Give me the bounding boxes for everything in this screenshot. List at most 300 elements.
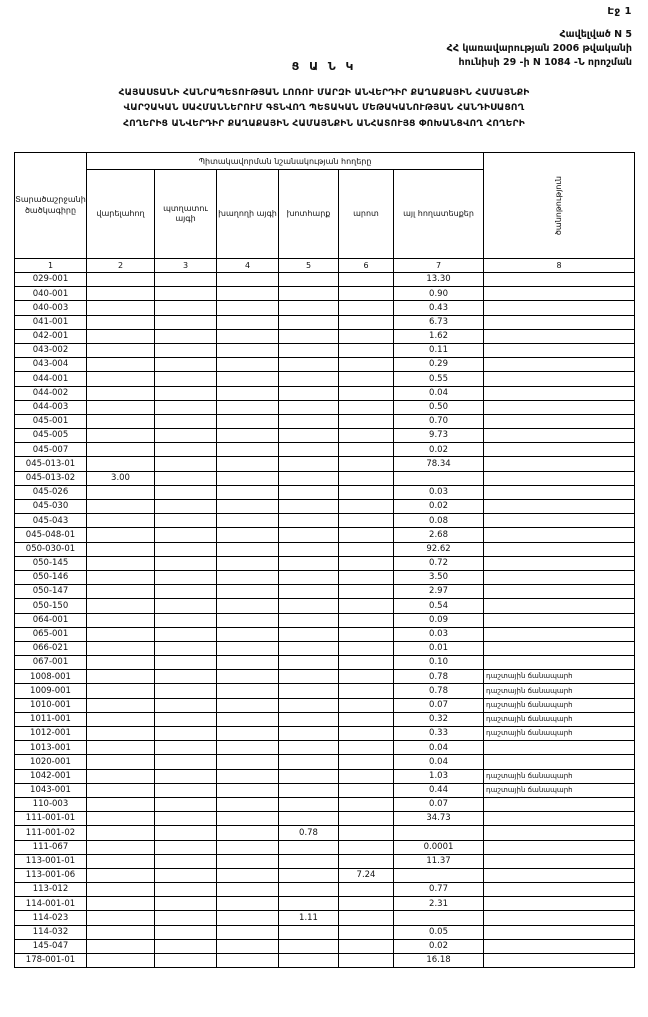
cell-pasture (339, 514, 394, 528)
table-row (15, 911, 635, 925)
cell-vineyard (217, 954, 279, 968)
table-row (15, 343, 635, 357)
cell-hayfield (279, 769, 339, 783)
cell-vineyard (217, 528, 279, 542)
cell-arable (87, 485, 155, 499)
cell-note (484, 599, 635, 613)
table-row (15, 514, 635, 528)
table-row (15, 812, 635, 826)
cell-arable (87, 840, 155, 854)
cell-note (484, 627, 635, 641)
cell-orchard (155, 656, 217, 670)
cell-other: 0.32 (394, 712, 484, 726)
cell-orchard (155, 372, 217, 386)
cell-hayfield (279, 613, 339, 627)
cell-region-code: 064-001 (15, 613, 87, 627)
cell-arable (87, 613, 155, 627)
cell-note: դաշտային ճանապարհ (484, 684, 635, 698)
cell-pasture (339, 684, 394, 698)
cell-pasture (339, 727, 394, 741)
cell-orchard (155, 868, 217, 882)
cell-region-code: 050-145 (15, 556, 87, 570)
cell-hayfield (279, 698, 339, 712)
cell-vineyard (217, 485, 279, 499)
cell-pasture (339, 429, 394, 443)
cell-arable (87, 443, 155, 457)
cell-region-code: 113-001-01 (15, 854, 87, 868)
table-row (15, 542, 635, 556)
cell-vineyard (217, 500, 279, 514)
table-body (15, 273, 635, 968)
cell-orchard (155, 585, 217, 599)
cell-other: 0.50 (394, 400, 484, 414)
cell-pasture (339, 741, 394, 755)
table-row (15, 954, 635, 968)
column-number-1: 1 (15, 259, 87, 273)
cell-other: 0.09 (394, 613, 484, 627)
cell-vineyard (217, 471, 279, 485)
cell-note (484, 570, 635, 584)
cell-arable (87, 868, 155, 882)
cell-pasture (339, 599, 394, 613)
cell-arable (87, 273, 155, 287)
cell-note (484, 755, 635, 769)
column-header-note-label: ծանոթություն (554, 175, 564, 236)
cell-orchard (155, 641, 217, 655)
table-row (15, 783, 635, 797)
cell-other: 0.01 (394, 641, 484, 655)
title-line-3: ՀՈՂԵՐԻՑ ԱՆՎԵՐԴԻՐ ՔԱՂԱՔԱՅԻՆ ՀԱՄԱՅՆՔԻՆ ԱՆՀԱՏՈՒՅՑ ՓՈԽԱՆՑՎՈՂ ՀՈՂԵՐԻ (123, 118, 525, 129)
cell-hayfield (279, 897, 339, 911)
cell-orchard (155, 769, 217, 783)
cell-other: 0.78 (394, 670, 484, 684)
cell-orchard (155, 840, 217, 854)
cell-vineyard (217, 727, 279, 741)
column-number-2: 2 (87, 259, 155, 273)
cell-hayfield (279, 854, 339, 868)
cell-hayfield (279, 329, 339, 343)
column-number-row (15, 259, 635, 273)
cell-vineyard (217, 868, 279, 882)
cell-hayfield (279, 570, 339, 584)
cell-pasture (339, 315, 394, 329)
cell-other: 0.29 (394, 358, 484, 372)
cell-note (484, 343, 635, 357)
cell-region-code: 040-003 (15, 301, 87, 315)
cell-note (484, 585, 635, 599)
cell-hayfield (279, 656, 339, 670)
document-kind: Ց Ա Ն Կ (291, 60, 357, 73)
cell-note (484, 485, 635, 499)
cell-region-code: 1011-001 (15, 712, 87, 726)
cell-other: 1.03 (394, 769, 484, 783)
cell-region-code: 050-150 (15, 599, 87, 613)
cell-region-code: 110-003 (15, 797, 87, 811)
cell-other (394, 911, 484, 925)
title-line-1: ՀԱՅԱՍՏԱՆԻ ՀԱՆՐԱՊԵՏՈՒԹՅԱՆ ԼՈՌՈՒ ՄԱՐԶԻ ԱՆՎԵՐԴԻՐ ՔԱՂԱՔԱՅԻՆ ՀԱՄԱՅՆՔԻ (118, 88, 530, 98)
cell-other: 16.18 (394, 954, 484, 968)
cell-pasture (339, 656, 394, 670)
cell-note (484, 925, 635, 939)
cell-orchard (155, 897, 217, 911)
cell-region-code: 111-001-02 (15, 826, 87, 840)
cell-hayfield (279, 939, 339, 953)
cell-arable (87, 500, 155, 514)
cell-hayfield (279, 684, 339, 698)
cell-arable (87, 727, 155, 741)
cell-region-code: 114-023 (15, 911, 87, 925)
cell-note (484, 500, 635, 514)
cell-note (484, 797, 635, 811)
cell-hayfield (279, 372, 339, 386)
cell-pasture (339, 585, 394, 599)
cell-arable (87, 556, 155, 570)
cell-other: 0.0001 (394, 840, 484, 854)
cell-hayfield (279, 585, 339, 599)
cell-note: դաշտային ճանապարհ (484, 727, 635, 741)
table-row (15, 769, 635, 783)
cell-pasture (339, 755, 394, 769)
cell-orchard (155, 358, 217, 372)
cell-arable (87, 755, 155, 769)
cell-hayfield (279, 641, 339, 655)
cell-note (484, 840, 635, 854)
cell-vineyard (217, 826, 279, 840)
table-row (15, 797, 635, 811)
cell-note (484, 883, 635, 897)
cell-arable (87, 528, 155, 542)
cell-note (484, 939, 635, 953)
cell-note: դաշտային ճանապարհ (484, 712, 635, 726)
cell-vineyard (217, 656, 279, 670)
cell-arable (87, 670, 155, 684)
cell-other: 13.30 (394, 273, 484, 287)
cell-hayfield (279, 670, 339, 684)
cell-hayfield (279, 471, 339, 485)
cell-arable (87, 812, 155, 826)
reference-line-1: Հավելված N 5 (559, 29, 632, 40)
cell-orchard (155, 727, 217, 741)
cell-arable (87, 514, 155, 528)
cell-arable (87, 542, 155, 556)
cell-region-code: 065-001 (15, 627, 87, 641)
cell-other: 92.62 (394, 542, 484, 556)
cell-pasture (339, 712, 394, 726)
cell-hayfield (279, 840, 339, 854)
cell-note (484, 329, 635, 343)
cell-vineyard (217, 542, 279, 556)
cell-hayfield (279, 542, 339, 556)
cell-orchard (155, 741, 217, 755)
title-line-2: ՎԱՐՉԱԿԱՆ ՍԱՀՄԱՆՆԵՐՈՒՄ ԳՏՆՎՈՂ ՊԵՏԱԿԱՆ ՄԵԹԱԿԱՆՈՒԹՅԱՆ ՀԱՆԴԻՍԱՑՈՂ (123, 103, 525, 114)
reference-line-2: ՀՀ կառավարության 2006 թվականի (446, 42, 632, 54)
table-row (15, 755, 635, 769)
cell-pasture (339, 358, 394, 372)
cell-pasture (339, 939, 394, 953)
cell-arable (87, 570, 155, 584)
cell-pasture (339, 840, 394, 854)
cell-pasture (339, 528, 394, 542)
column-number-5: 5 (279, 259, 339, 273)
table-row (15, 273, 635, 287)
cell-other: 0.72 (394, 556, 484, 570)
cell-other: 2.97 (394, 585, 484, 599)
cell-pasture (339, 812, 394, 826)
cell-orchard (155, 670, 217, 684)
cell-other: 0.08 (394, 514, 484, 528)
cell-pasture (339, 386, 394, 400)
table-row (15, 627, 635, 641)
cell-hayfield: 0.78 (279, 826, 339, 840)
column-group-header: Պիտակավորման նշանակության հողերը (87, 153, 484, 170)
cell-vineyard (217, 400, 279, 414)
cell-vineyard (217, 599, 279, 613)
table-row (15, 372, 635, 386)
cell-arable (87, 400, 155, 414)
cell-vineyard (217, 315, 279, 329)
cell-hayfield (279, 315, 339, 329)
cell-pasture (339, 627, 394, 641)
cell-pasture (339, 911, 394, 925)
cell-orchard (155, 698, 217, 712)
cell-pasture (339, 485, 394, 499)
cell-pasture (339, 883, 394, 897)
cell-hayfield (279, 414, 339, 428)
cell-other: 0.05 (394, 925, 484, 939)
cell-orchard (155, 854, 217, 868)
cell-hayfield (279, 712, 339, 726)
cell-region-code: 067-001 (15, 656, 87, 670)
table-row (15, 400, 635, 414)
cell-other: 0.77 (394, 883, 484, 897)
cell-orchard (155, 712, 217, 726)
cell-note (484, 868, 635, 882)
cell-note (484, 911, 635, 925)
cell-region-code: 040-001 (15, 287, 87, 301)
cell-region-code: 1010-001 (15, 698, 87, 712)
cell-vineyard (217, 514, 279, 528)
cell-pasture (339, 500, 394, 514)
cell-hayfield (279, 599, 339, 613)
cell-arable (87, 698, 155, 712)
column-number-4: 4 (217, 259, 279, 273)
column-number-6: 6 (339, 259, 394, 273)
cell-pasture (339, 897, 394, 911)
cell-note (484, 514, 635, 528)
cell-other (394, 471, 484, 485)
cell-vineyard (217, 627, 279, 641)
cell-note: դաշտային ճանապարհ (484, 698, 635, 712)
cell-orchard (155, 528, 217, 542)
column-header-arable: վարելահող (87, 170, 155, 259)
cell-pasture (339, 287, 394, 301)
cell-orchard (155, 386, 217, 400)
cell-other: 2.68 (394, 528, 484, 542)
cell-hayfield (279, 528, 339, 542)
cell-pasture (339, 273, 394, 287)
cell-note (484, 542, 635, 556)
cell-orchard (155, 329, 217, 343)
table-row (15, 358, 635, 372)
cell-region-code: 111-067 (15, 840, 87, 854)
cell-vineyard (217, 329, 279, 343)
cell-orchard (155, 939, 217, 953)
cell-other: 0.55 (394, 372, 484, 386)
table-row (15, 613, 635, 627)
cell-region-code: 1020-001 (15, 755, 87, 769)
cell-other: 0.04 (394, 741, 484, 755)
table-row (15, 939, 635, 953)
cell-region-code: 114-032 (15, 925, 87, 939)
table-row (15, 329, 635, 343)
cell-note (484, 414, 635, 428)
cell-hayfield (279, 797, 339, 811)
cell-arable (87, 627, 155, 641)
cell-note (484, 556, 635, 570)
cell-pasture (339, 698, 394, 712)
cell-pasture (339, 301, 394, 315)
cell-arable (87, 301, 155, 315)
table-row (15, 556, 635, 570)
cell-orchard (155, 500, 217, 514)
cell-note (484, 812, 635, 826)
cell-region-code: 045-005 (15, 429, 87, 443)
cell-other: 0.44 (394, 783, 484, 797)
cell-vineyard (217, 386, 279, 400)
cell-pasture (339, 925, 394, 939)
cell-pasture (339, 542, 394, 556)
table-row (15, 585, 635, 599)
cell-pasture: 7.24 (339, 868, 394, 882)
cell-vineyard (217, 854, 279, 868)
cell-pasture (339, 457, 394, 471)
table-row (15, 429, 635, 443)
cell-note (484, 429, 635, 443)
cell-note (484, 400, 635, 414)
cell-other: 0.02 (394, 939, 484, 953)
table-row (15, 925, 635, 939)
cell-orchard (155, 954, 217, 968)
cell-orchard (155, 414, 217, 428)
cell-orchard (155, 570, 217, 584)
table-header (15, 153, 635, 273)
cell-pasture (339, 400, 394, 414)
cell-pasture (339, 570, 394, 584)
cell-region-code: 029-001 (15, 273, 87, 287)
cell-hayfield (279, 812, 339, 826)
cell-note (484, 641, 635, 655)
cell-orchard (155, 315, 217, 329)
cell-region-code: 045-013-02 (15, 471, 87, 485)
cell-region-code: 042-001 (15, 329, 87, 343)
cell-note (484, 358, 635, 372)
cell-arable (87, 358, 155, 372)
cell-pasture (339, 797, 394, 811)
cell-region-code: 050-146 (15, 570, 87, 584)
cell-note (484, 613, 635, 627)
cell-region-code: 044-002 (15, 386, 87, 400)
cell-hayfield (279, 443, 339, 457)
cell-arable (87, 854, 155, 868)
cell-arable (87, 457, 155, 471)
table-row (15, 897, 635, 911)
cell-arable (87, 897, 155, 911)
cell-orchard (155, 443, 217, 457)
cell-note (484, 897, 635, 911)
table-row (15, 528, 635, 542)
cell-other: 3.50 (394, 570, 484, 584)
cell-hayfield (279, 868, 339, 882)
cell-vineyard (217, 698, 279, 712)
table-row (15, 570, 635, 584)
cell-region-code: 045-001 (15, 414, 87, 428)
cell-vineyard (217, 358, 279, 372)
cell-region-code: 045-007 (15, 443, 87, 457)
cell-orchard (155, 925, 217, 939)
cell-arable (87, 684, 155, 698)
cell-orchard (155, 471, 217, 485)
cell-vineyard (217, 883, 279, 897)
cell-other: 0.10 (394, 656, 484, 670)
cell-other: 0.04 (394, 755, 484, 769)
cell-region-code: 113-012 (15, 883, 87, 897)
cell-note (484, 287, 635, 301)
cell-orchard (155, 485, 217, 499)
cell-region-code: 1009-001 (15, 684, 87, 698)
cell-note (484, 656, 635, 670)
table-row (15, 741, 635, 755)
page-title (24, 86, 624, 132)
cell-other: 1.62 (394, 329, 484, 343)
cell-arable (87, 925, 155, 939)
cell-region-code: 041-001 (15, 315, 87, 329)
cell-orchard (155, 684, 217, 698)
cell-other: 0.04 (394, 386, 484, 400)
cell-orchard (155, 429, 217, 443)
cell-hayfield (279, 514, 339, 528)
table-row (15, 471, 635, 485)
reference-line-3: հունիսի 29 -ի N 1084 -Ն որոշման (458, 56, 632, 68)
cell-note (484, 826, 635, 840)
cell-region-code: 066-021 (15, 641, 87, 655)
cell-vineyard (217, 372, 279, 386)
cell-vineyard (217, 585, 279, 599)
cell-region-code: 111-001-01 (15, 812, 87, 826)
cell-vineyard (217, 670, 279, 684)
cell-hayfield (279, 954, 339, 968)
cell-note (484, 315, 635, 329)
cell-vineyard (217, 613, 279, 627)
land-allocation-table (14, 152, 635, 968)
cell-other: 0.03 (394, 485, 484, 499)
cell-pasture (339, 954, 394, 968)
cell-vineyard (217, 556, 279, 570)
cell-arable (87, 769, 155, 783)
cell-arable (87, 386, 155, 400)
cell-vineyard (217, 287, 279, 301)
cell-other: 34.73 (394, 812, 484, 826)
cell-note (484, 273, 635, 287)
cell-arable (87, 939, 155, 953)
cell-note (484, 954, 635, 968)
cell-other: 6.73 (394, 315, 484, 329)
column-header-other: այլ հողատեսքեր (394, 170, 484, 259)
cell-pasture (339, 372, 394, 386)
cell-pasture (339, 414, 394, 428)
cell-arable (87, 641, 155, 655)
cell-region-code: 113-001-06 (15, 868, 87, 882)
cell-vineyard (217, 797, 279, 811)
